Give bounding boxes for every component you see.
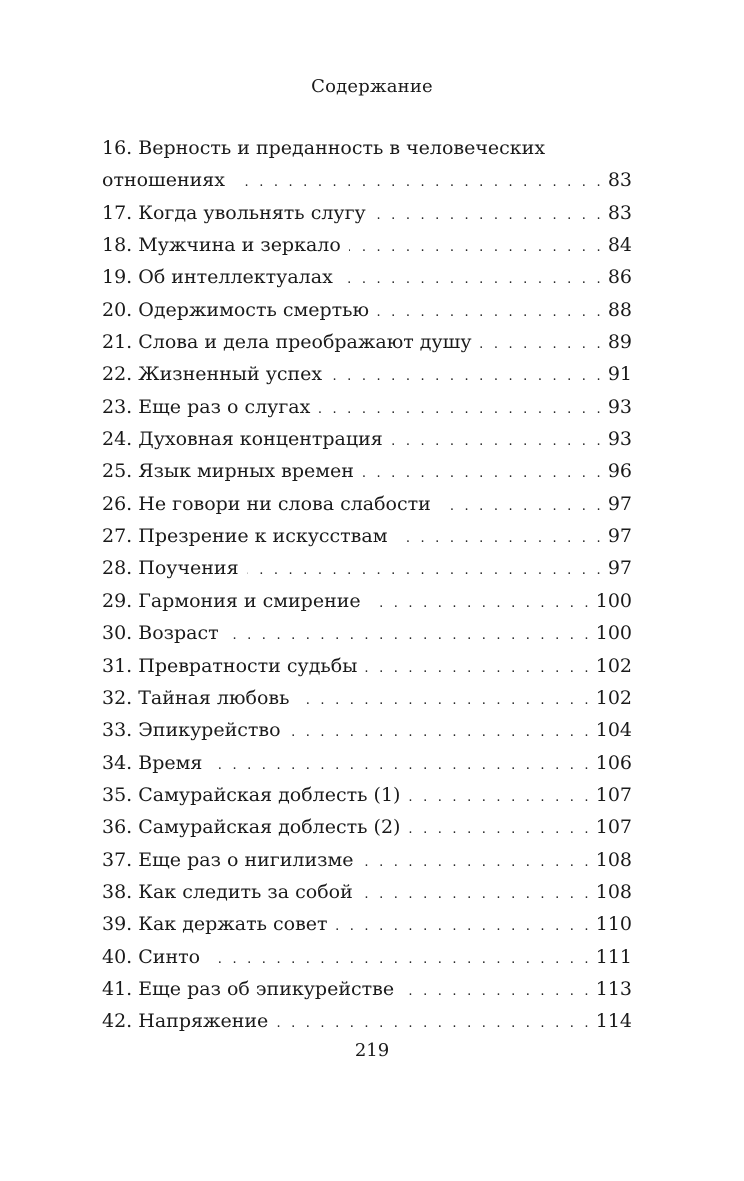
toc-entry-page: 102 bbox=[595, 686, 632, 709]
toc-entry[interactable] bbox=[102, 552, 632, 584]
dot-leader bbox=[365, 653, 591, 685]
dot-leader bbox=[408, 814, 591, 846]
toc-entry[interactable] bbox=[102, 941, 632, 973]
toc-entry-title: 21. Слова и дела преображают душу bbox=[102, 331, 472, 354]
toc-entry-page: 108 bbox=[595, 848, 632, 871]
toc-entry-page: 108 bbox=[595, 880, 632, 903]
dot-leader bbox=[247, 555, 604, 587]
toc-entry[interactable] bbox=[102, 876, 632, 908]
dot-leader bbox=[297, 685, 591, 717]
toc-entry-title: 36. Самурайская доблесть (2) bbox=[102, 816, 401, 839]
dot-leader bbox=[369, 588, 592, 620]
dot-leader bbox=[341, 264, 604, 296]
toc-entry-page: 114 bbox=[595, 1010, 632, 1033]
toc-entry[interactable] bbox=[102, 617, 632, 649]
dot-leader bbox=[227, 620, 592, 652]
toc-entry[interactable] bbox=[102, 294, 632, 326]
toc-entry[interactable] bbox=[102, 908, 632, 940]
dot-leader bbox=[408, 782, 591, 814]
toc-entry-title: 41. Еще раз об эпикурействе bbox=[102, 977, 395, 1000]
toc-entry-page: 110 bbox=[595, 913, 632, 936]
dot-leader bbox=[233, 167, 604, 199]
toc-entry-page: 88 bbox=[607, 298, 632, 321]
dot-leader bbox=[377, 297, 604, 329]
toc-entry-page: 84 bbox=[607, 234, 632, 257]
toc-entry-title: 39. Как держать совет bbox=[102, 913, 328, 936]
toc-entry[interactable] bbox=[102, 585, 632, 617]
toc-entry[interactable] bbox=[102, 844, 632, 876]
toc-entry-page: 107 bbox=[595, 816, 632, 839]
toc-entry-page: 96 bbox=[607, 460, 632, 483]
toc-entry-title: 37. Еще раз о нигилизме bbox=[102, 848, 354, 871]
toc-entry[interactable] bbox=[102, 747, 632, 779]
toc-entry-title: 38. Как следить за собой bbox=[102, 880, 353, 903]
toc-entry-page: 107 bbox=[595, 783, 632, 806]
toc-entry-page: 97 bbox=[607, 525, 632, 548]
toc-entry[interactable] bbox=[102, 423, 632, 455]
toc-entry[interactable] bbox=[102, 714, 632, 746]
dot-leader bbox=[439, 491, 604, 523]
toc-entry-page: 100 bbox=[595, 589, 632, 612]
toc-entry[interactable] bbox=[102, 488, 632, 520]
toc-entry[interactable] bbox=[102, 682, 632, 714]
toc-entry-title: 28. Поучения bbox=[102, 557, 239, 580]
page-number: 219 bbox=[354, 1040, 390, 1061]
toc-entry-title: 40. Синто bbox=[102, 945, 201, 968]
dot-leader bbox=[208, 944, 592, 976]
toc-entry-title: 20. Одержимость смертью bbox=[102, 298, 370, 321]
toc-entry-page: 89 bbox=[607, 331, 632, 354]
dot-leader bbox=[276, 1008, 591, 1040]
dot-leader bbox=[374, 200, 604, 232]
toc-entry[interactable] bbox=[102, 973, 632, 1005]
toc-entry-title: 31. Превратности судьбы bbox=[102, 654, 358, 677]
dot-leader bbox=[362, 458, 604, 490]
toc-entry-title: 35. Самурайская доблесть (1) bbox=[102, 783, 401, 806]
toc-entry[interactable] bbox=[102, 229, 632, 261]
dot-leader bbox=[362, 847, 592, 879]
toc-entry[interactable] bbox=[102, 779, 632, 811]
toc-entry[interactable] bbox=[102, 261, 632, 293]
toc-entry-page: 97 bbox=[607, 492, 632, 515]
dot-leader bbox=[330, 361, 604, 393]
toc-entry-16-line1: 16. Верность и преданность в человеческих bbox=[102, 137, 546, 159]
toc-entry-title: 17. Когда увольнять слугу bbox=[102, 201, 366, 224]
toc-entry[interactable] bbox=[102, 197, 632, 229]
toc-entry-page: 83 bbox=[607, 201, 632, 224]
toc-entry-title: 22. Жизненный успех bbox=[102, 363, 323, 386]
toc-entry[interactable] bbox=[102, 455, 632, 487]
toc-entry[interactable] bbox=[102, 1005, 632, 1037]
dot-leader bbox=[361, 879, 592, 911]
toc-entry[interactable] bbox=[102, 811, 632, 843]
table-of-contents bbox=[102, 132, 632, 1038]
toc-entry[interactable] bbox=[102, 650, 632, 682]
toc-entry-page: 102 bbox=[595, 654, 632, 677]
toc-entry-title: 32. Тайная любовь bbox=[102, 686, 290, 709]
toc-entry-title: 29. Гармония и смирение bbox=[102, 589, 361, 612]
toc-entry-page: 111 bbox=[595, 945, 632, 968]
dot-leader bbox=[391, 426, 604, 458]
toc-entry-page: 93 bbox=[607, 395, 632, 418]
toc-entry-page: 86 bbox=[607, 266, 632, 289]
toc-entry[interactable] bbox=[102, 520, 632, 552]
toc-entry-title: 33. Эпикурейство bbox=[102, 719, 281, 742]
toc-list bbox=[102, 197, 632, 1038]
toc-entry-page: 93 bbox=[607, 428, 632, 451]
toc-entry-16[interactable] bbox=[102, 164, 632, 196]
toc-entry-page: 97 bbox=[607, 557, 632, 580]
toc-entry-title: 24. Духовная концентрация bbox=[102, 428, 383, 451]
toc-entry-page: 83 bbox=[607, 169, 632, 192]
toc-entry-title: 27. Презрение к искусствам bbox=[102, 525, 388, 548]
toc-entry-title: 26. Не говори ни слова слабости bbox=[102, 492, 431, 515]
toc-entry-page: 106 bbox=[595, 751, 632, 774]
toc-entry-page: 100 bbox=[595, 622, 632, 645]
dot-leader bbox=[395, 523, 603, 555]
toc-entry-title: 30. Возраст bbox=[102, 622, 219, 645]
toc-entry-title: 25. Язык мирных времен bbox=[102, 460, 354, 483]
toc-entry-title: 23. Еще раз о слугах bbox=[102, 395, 311, 418]
dot-leader bbox=[480, 329, 604, 361]
toc-entry-page: 104 bbox=[595, 719, 632, 742]
toc-entry-title: 34. Время bbox=[102, 751, 203, 774]
toc-entry[interactable] bbox=[102, 326, 632, 358]
dot-leader bbox=[349, 232, 604, 264]
toc-entry[interactable] bbox=[102, 358, 632, 390]
dot-leader bbox=[318, 394, 603, 426]
dot-leader bbox=[336, 911, 592, 943]
toc-entry[interactable] bbox=[102, 391, 632, 423]
toc-entry-page: 113 bbox=[595, 977, 632, 1000]
dot-leader bbox=[289, 717, 592, 749]
toc-entry-page: 91 bbox=[607, 363, 632, 386]
dot-leader bbox=[210, 750, 591, 782]
toc-entry-title: 42. Напряжение bbox=[102, 1010, 269, 1033]
toc-entry-title: отношениях bbox=[102, 169, 225, 192]
toc-entry-title: 19. Об интеллектуалах bbox=[102, 266, 333, 289]
running-head: Содержание bbox=[311, 76, 433, 97]
toc-entry-title: 18. Мужчина и зеркало bbox=[102, 234, 341, 257]
dot-leader bbox=[402, 976, 592, 1008]
